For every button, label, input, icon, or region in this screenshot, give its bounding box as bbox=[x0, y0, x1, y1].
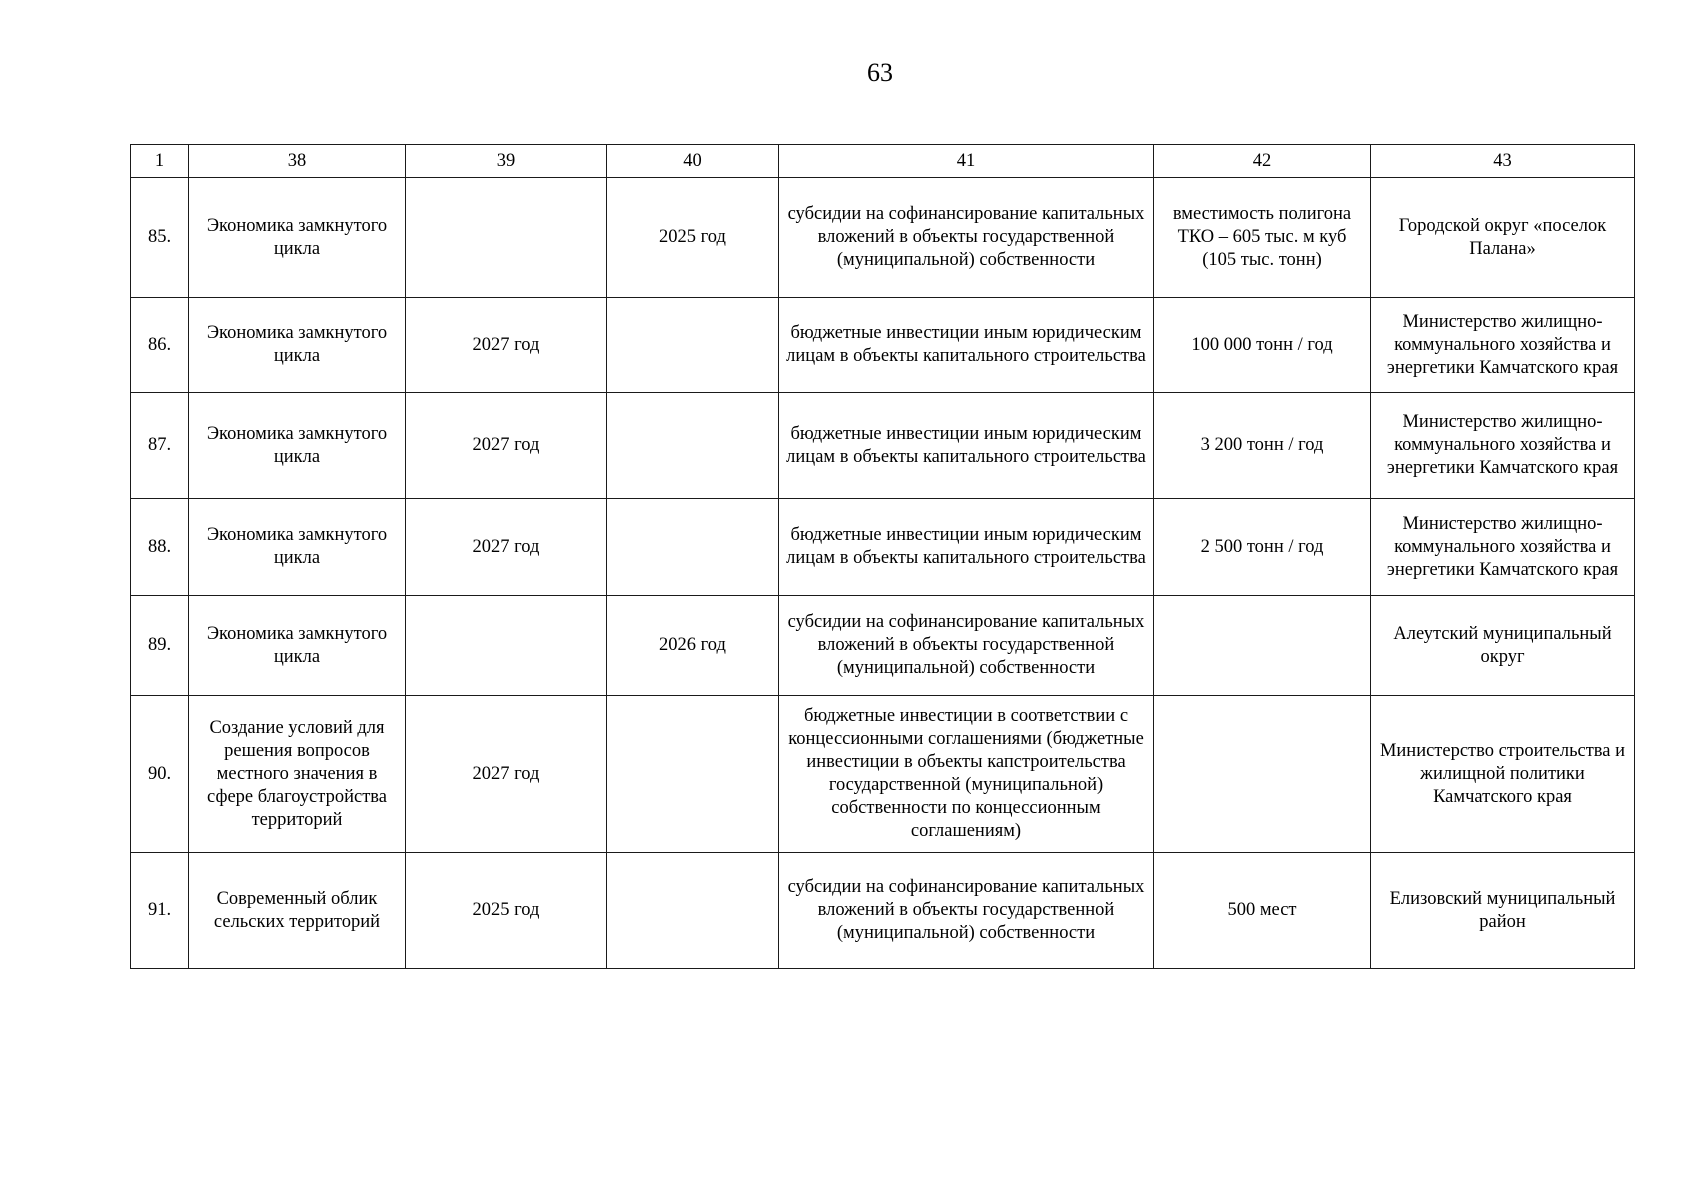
table-row bbox=[131, 696, 1635, 853]
cell-program: Экономика замкнутого цикла bbox=[189, 178, 406, 298]
row-number: 86. bbox=[131, 298, 189, 393]
cell-program: Экономика замкнутого цикла bbox=[189, 499, 406, 596]
table-row bbox=[131, 178, 1635, 298]
cell-col39: 2027 год bbox=[406, 499, 607, 596]
cell-capacity: 500 мест bbox=[1154, 853, 1371, 969]
cell-col40 bbox=[607, 298, 779, 393]
cell-responsible: Алеутский муниципальный округ bbox=[1371, 596, 1635, 696]
header-cell: 39 bbox=[406, 145, 607, 178]
cell-capacity bbox=[1154, 596, 1371, 696]
cell-funding-type: бюджетные инвестиции иным юридическим лицам в объекты капитального строительства bbox=[779, 499, 1154, 596]
cell-responsible: Елизовский муниципальный район bbox=[1371, 853, 1635, 969]
cell-funding-type: бюджетные инвестиции иным юридическим лицам в объекты капитального строительства bbox=[779, 298, 1154, 393]
cell-funding-type: субсидии на софинансирование капитальных вложений в объекты государственной (муниципальной) собственности bbox=[779, 596, 1154, 696]
row-number: 85. bbox=[131, 178, 189, 298]
cell-program: Экономика замкнутого цикла bbox=[189, 393, 406, 499]
header-cell: 43 bbox=[1371, 145, 1635, 178]
cell-col39 bbox=[406, 596, 607, 696]
cell-funding-type: субсидии на софинансирование капитальных вложений в объекты государственной (муниципальной) собственности bbox=[779, 178, 1154, 298]
cell-col40: 2026 год bbox=[607, 596, 779, 696]
cell-col39 bbox=[406, 178, 607, 298]
cell-responsible: Министерство жилищно-коммунального хозяйства и энергетики Камчатского края bbox=[1371, 393, 1635, 499]
cell-col39: 2027 год bbox=[406, 298, 607, 393]
header-cell: 1 bbox=[131, 145, 189, 178]
header-cell: 42 bbox=[1154, 145, 1371, 178]
cell-funding-type: бюджетные инвестиции в соответствии с концессионными соглашениями (бюджетные инвестиции в объекты капстроительства государственной (муниципальной) собственности по концессионным соглашениям) bbox=[779, 696, 1154, 853]
cell-col40: 2025 год bbox=[607, 178, 779, 298]
row-number: 87. bbox=[131, 393, 189, 499]
cell-responsible: Министерство жилищно-коммунального хозяйства и энергетики Камчатского края bbox=[1371, 298, 1635, 393]
header-cell: 40 bbox=[607, 145, 779, 178]
row-number: 88. bbox=[131, 499, 189, 596]
table-row bbox=[131, 853, 1635, 969]
cell-funding-type: бюджетные инвестиции иным юридическим лицам в объекты капитального строительства bbox=[779, 393, 1154, 499]
page-number: 63 bbox=[867, 58, 893, 87]
cell-col39: 2027 год bbox=[406, 696, 607, 853]
cell-col39: 2025 год bbox=[406, 853, 607, 969]
table-row bbox=[131, 596, 1635, 696]
cell-capacity bbox=[1154, 696, 1371, 853]
cell-responsible: Министерство жилищно-коммунального хозяйства и энергетики Камчатского края bbox=[1371, 499, 1635, 596]
cell-capacity: 100 000 тонн / год bbox=[1154, 298, 1371, 393]
table-row bbox=[131, 298, 1635, 393]
cell-col40 bbox=[607, 696, 779, 853]
table-row bbox=[131, 393, 1635, 499]
header-cell: 41 bbox=[779, 145, 1154, 178]
row-number: 91. bbox=[131, 853, 189, 969]
cell-col39: 2027 год bbox=[406, 393, 607, 499]
cell-program: Современный облик сельских территорий bbox=[189, 853, 406, 969]
cell-program: Экономика замкнутого цикла bbox=[189, 298, 406, 393]
cell-capacity: 2 500 тонн / год bbox=[1154, 499, 1371, 596]
row-number: 90. bbox=[131, 696, 189, 853]
cell-responsible: Министерство строительства и жилищной политики Камчатского края bbox=[1371, 696, 1635, 853]
cell-program: Экономика замкнутого цикла bbox=[189, 596, 406, 696]
table-row bbox=[131, 499, 1635, 596]
cell-col40 bbox=[607, 393, 779, 499]
cell-capacity: 3 200 тонн / год bbox=[1154, 393, 1371, 499]
cell-capacity: вместимость полигона ТКО – 605 тыс. м куб (105 тыс. тонн) bbox=[1154, 178, 1371, 298]
header-row bbox=[131, 145, 1635, 178]
data-table bbox=[130, 144, 1635, 969]
cell-responsible: Городской округ «поселок Палана» bbox=[1371, 178, 1635, 298]
header-cell: 38 bbox=[189, 145, 406, 178]
row-number: 89. bbox=[131, 596, 189, 696]
cell-col40 bbox=[607, 853, 779, 969]
cell-funding-type: субсидии на софинансирование капитальных вложений в объекты государственной (муниципальной) собственности bbox=[779, 853, 1154, 969]
cell-col40 bbox=[607, 499, 779, 596]
cell-program: Создание условий для решения вопросов местного значения в сфере благоустройства территорий bbox=[189, 696, 406, 853]
